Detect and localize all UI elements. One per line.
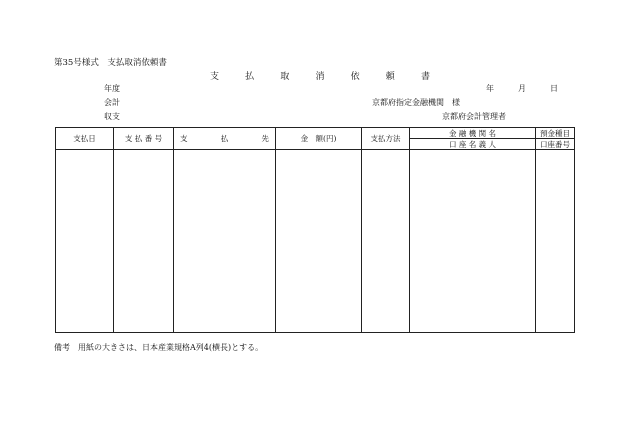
cell-payment-method[interactable] <box>362 150 410 333</box>
issuer: 京都府会計管理者 <box>442 112 506 121</box>
payee-char: 先 <box>261 134 269 143</box>
table-row <box>56 150 575 333</box>
date-year: 年 <box>486 84 494 93</box>
receipt-expense-label: 収支 <box>104 112 120 121</box>
title-char: 払 <box>245 72 255 82</box>
cell-payment-date[interactable] <box>56 150 114 333</box>
request-table <box>55 127 575 333</box>
header-account-number: 口座番号 <box>536 139 575 150</box>
cell-payment-number[interactable] <box>114 150 174 333</box>
header-payment-method: 支払方法 <box>362 128 410 150</box>
header-bank-name: 金 融 機 関 名 <box>410 128 536 139</box>
header-deposit-type: 預金種目 <box>536 128 575 139</box>
remarks-note: 備考 用紙の大きさは、日本産業規格A列4(横長)とする。 <box>54 343 264 352</box>
cell-bank-account[interactable] <box>410 150 536 333</box>
payee-char: 支 <box>180 134 188 143</box>
header-payment-number: 支 払 番 号 <box>114 128 174 150</box>
title-char: 取 <box>280 72 290 82</box>
request-table-wrapper <box>55 127 574 333</box>
header-account-holder: 口 座 名 義 人 <box>410 139 536 150</box>
title-char: 依 <box>350 72 360 82</box>
cell-deposit-account-number[interactable] <box>536 150 575 333</box>
header-amount: 金 額(円) <box>276 128 362 150</box>
date-day: 日 <box>550 84 558 93</box>
header-payment-date: 支払日 <box>56 128 114 150</box>
account-label: 会計 <box>104 98 120 107</box>
date-month: 月 <box>518 84 526 93</box>
title-char: 頼 <box>385 72 395 82</box>
date-line <box>486 83 558 94</box>
header-payee <box>174 128 276 150</box>
title-char: 書 <box>420 72 430 82</box>
title-char: 消 <box>315 72 325 82</box>
title-char: 支 <box>210 72 220 82</box>
cell-payee[interactable] <box>174 150 276 333</box>
addressee-suffix: 様 <box>452 98 460 107</box>
payee-char: 払 <box>220 134 229 143</box>
fiscal-year-label: 年度 <box>104 84 120 93</box>
addressee-name: 京都府指定金融機関 <box>372 98 444 107</box>
document-title <box>210 69 430 82</box>
cell-amount[interactable] <box>276 150 362 333</box>
form-number: 第35号様式 支払取消依頼書 <box>54 58 167 68</box>
addressee <box>372 97 460 108</box>
